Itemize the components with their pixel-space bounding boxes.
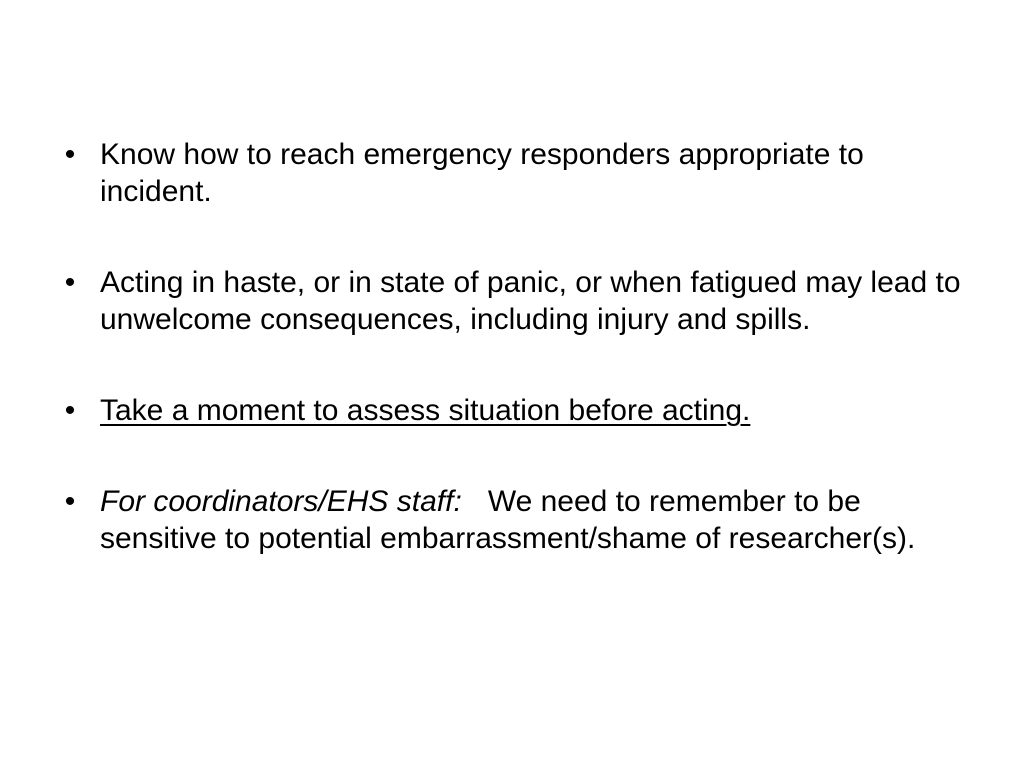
bullet-lead-text: For coordinators/EHS staff: (100, 485, 462, 518)
bullet-text-underlined: Take a moment to assess situation before acting. (100, 394, 751, 427)
bullet-icon: • (64, 485, 76, 518)
bullet-item-acting-in-haste (56, 264, 976, 338)
bullet-icon: • (64, 394, 76, 427)
bullet-item-emergency-responders (56, 136, 976, 210)
bullet-icon: • (64, 266, 76, 299)
bullet-list (56, 136, 976, 557)
bullet-item-assess-situation (56, 392, 976, 429)
bullet-icon: • (64, 138, 76, 171)
bullet-text: Know how to reach emergency responders appropriate to incident. (100, 138, 864, 208)
bullet-text: We need to remember to be sensitive to potential embarrassment/shame of researcher(s). (100, 485, 916, 555)
bullet-text: Acting in haste, or in state of panic, or when fatigued may lead to unwelcome consequences, including injury and spills. (100, 266, 961, 336)
bullet-item-coordinators-note (56, 483, 976, 557)
